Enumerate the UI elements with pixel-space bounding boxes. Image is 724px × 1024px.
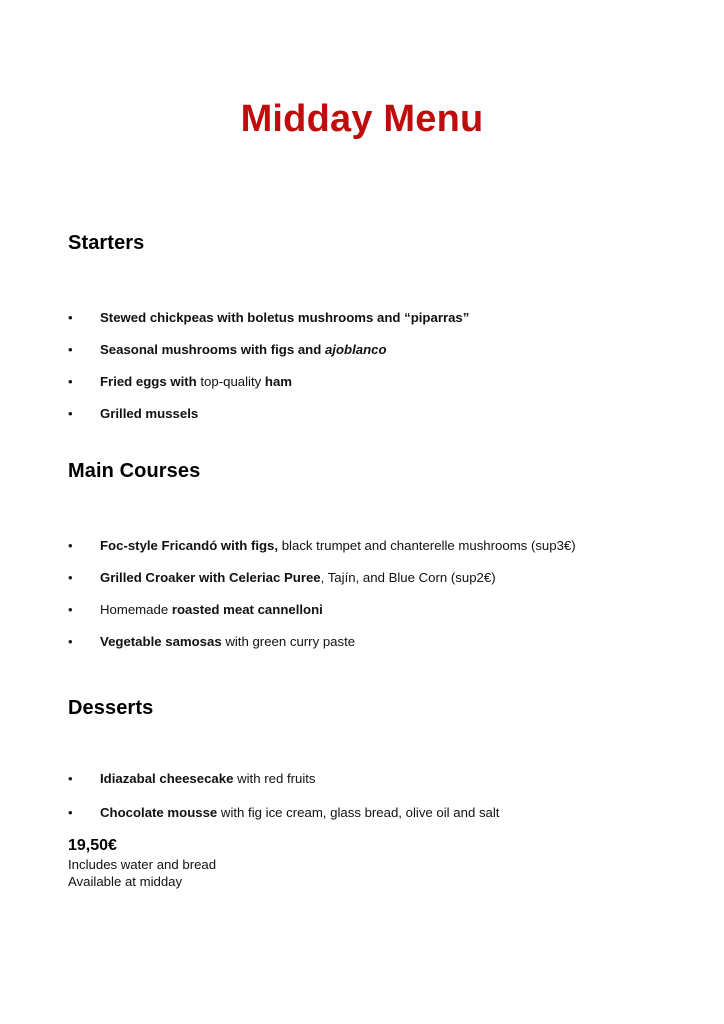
menu-item-text	[100, 310, 469, 325]
menu-item	[68, 771, 688, 787]
menu-item	[68, 342, 688, 358]
text-run: Idiazabal cheesecake	[100, 771, 234, 786]
bullet-icon: •	[68, 634, 73, 649]
menu-item-text	[100, 374, 292, 389]
page-title: Midday Menu	[240, 98, 484, 141]
text-run: with red fruits	[233, 771, 316, 786]
text-run: Grilled mussels	[100, 406, 199, 421]
item-list	[68, 310, 688, 422]
text-run: Fried eggs with	[100, 374, 201, 389]
menu-item	[68, 570, 688, 586]
text-run: with fig ice cream, glass bread, olive oil and salt	[217, 805, 500, 820]
section-main-courses	[68, 459, 688, 666]
menu-item	[68, 406, 688, 422]
text-run: Foc-style Fricandó with figs,	[100, 538, 279, 553]
menu-item	[68, 538, 688, 554]
item-list	[68, 538, 688, 650]
section-heading: Desserts	[68, 697, 154, 719]
text-run: Homemade	[100, 602, 172, 617]
menu-item-text	[100, 602, 323, 617]
text-run: Chocolate mousse	[100, 805, 218, 820]
bullet-icon: •	[68, 805, 73, 820]
text-run: Vegetable samosas	[100, 634, 222, 649]
menu-item-text	[100, 406, 198, 421]
bullet-icon: •	[68, 342, 73, 357]
bullet-icon: •	[68, 538, 73, 553]
text-run: roasted meat cannelloni	[171, 602, 323, 617]
menu-item	[68, 805, 688, 821]
menu-item-text	[100, 634, 355, 649]
menu-item-text	[100, 805, 499, 820]
bullet-icon: •	[68, 374, 73, 389]
menu-item	[68, 310, 688, 326]
text-run: Grilled Croaker with Celeriac Puree	[100, 570, 321, 585]
text-run: with green curry paste	[221, 634, 356, 649]
menu-item-text	[100, 771, 316, 786]
bullet-icon: •	[68, 310, 73, 325]
menu-price: 19,50€	[68, 837, 117, 854]
menu-item-text	[100, 342, 387, 357]
text-run: black trumpet and chanterelle mushrooms (sup3€)	[278, 538, 576, 553]
menu-item-text	[100, 538, 576, 553]
menu-item	[68, 634, 688, 650]
text-run: , Tajín, and Blue Corn (sup2€)	[320, 570, 496, 585]
menu-item	[68, 602, 688, 618]
text-run: ham	[264, 374, 293, 389]
section-heading: Main Courses	[68, 460, 201, 482]
section-starters	[68, 231, 688, 438]
price-note-availability: Available at midday	[68, 874, 183, 889]
section-heading: Starters	[68, 232, 145, 254]
text-run: top-quality	[200, 374, 265, 389]
bullet-icon: •	[68, 771, 73, 786]
bullet-icon: •	[68, 602, 73, 617]
text-run: Seasonal mushrooms with figs and	[100, 342, 325, 357]
bullet-icon: •	[68, 570, 73, 585]
price-block	[68, 836, 468, 890]
bullet-icon: •	[68, 406, 73, 421]
price-note-included: Includes water and bread	[68, 857, 217, 872]
text-run: ajoblanco	[324, 342, 387, 357]
item-list	[68, 771, 688, 821]
section-desserts	[68, 696, 688, 839]
menu-item	[68, 374, 688, 390]
text-run: Stewed chickpeas with boletus mushrooms and “piparras”	[100, 310, 470, 325]
menu-item-text	[100, 570, 496, 585]
